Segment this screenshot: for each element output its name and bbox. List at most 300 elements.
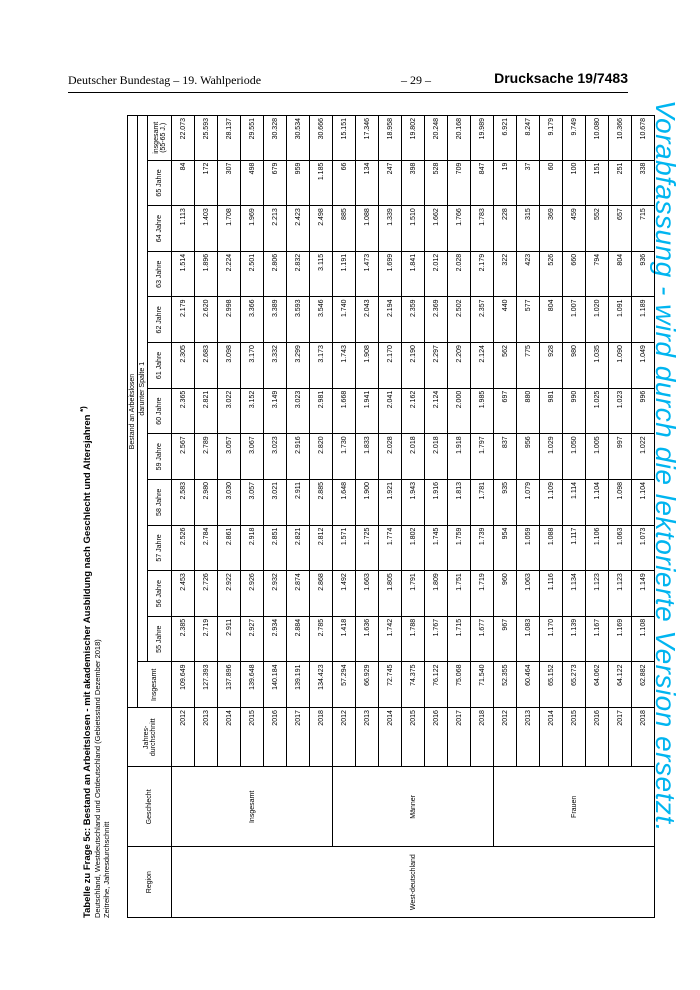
value-cell: 1.943 — [402, 480, 425, 526]
value-cell: 2.043 — [356, 297, 379, 343]
value-cell: 2.526 — [172, 525, 195, 571]
year-cell: 2017 — [287, 708, 310, 767]
value-cell: 2.453 — [172, 571, 195, 617]
value-cell: 3.152 — [241, 388, 264, 434]
value-cell: 2.124 — [425, 388, 448, 434]
value-cell: 2.041 — [379, 388, 402, 434]
value-cell: 251 — [609, 160, 632, 206]
value-cell: 2.501 — [241, 251, 264, 297]
value-cell: 1.896 — [195, 251, 218, 297]
value-cell: 956 — [517, 434, 540, 480]
doc-label: Drucksache 19/ — [494, 70, 597, 86]
value-cell: 30.328 — [264, 116, 287, 161]
value-cell: 1.007 — [563, 297, 586, 343]
value-cell: 1.149 — [632, 571, 655, 617]
value-cell: 1.035 — [586, 343, 609, 389]
value-cell: 1.841 — [402, 251, 425, 297]
value-cell: 804 — [540, 297, 563, 343]
value-cell: 3.023 — [287, 388, 310, 434]
value-cell: 1.134 — [563, 571, 586, 617]
year-cell: 2016 — [586, 708, 609, 767]
value-cell: 100 — [563, 160, 586, 206]
value-cell: 62.882 — [632, 662, 655, 708]
value-cell: 2.385 — [172, 616, 195, 662]
value-cell: 1.969 — [241, 206, 264, 252]
value-cell: 1.005 — [586, 434, 609, 480]
col-geschlecht: Geschlecht — [128, 767, 172, 847]
value-cell: 697 — [494, 388, 517, 434]
value-cell: 2.357 — [471, 297, 494, 343]
value-cell: 1.167 — [586, 616, 609, 662]
value-cell: 775 — [517, 343, 540, 389]
value-cell: 2.832 — [287, 251, 310, 297]
col-top: Bestand an Arbeitslosen — [128, 116, 138, 708]
col-age: 57 Jahre — [148, 525, 172, 571]
value-cell: 8.247 — [517, 116, 540, 161]
year-cell: 2015 — [402, 708, 425, 767]
value-cell: 64.062 — [586, 662, 609, 708]
value-cell: 1.802 — [402, 525, 425, 571]
value-cell: 440 — [494, 297, 517, 343]
value-cell: 76.122 — [425, 662, 448, 708]
value-cell: 15.151 — [333, 116, 356, 161]
value-cell: 2.932 — [264, 571, 287, 617]
page-number: – 29 – — [401, 73, 431, 87]
value-cell: 1.781 — [471, 480, 494, 526]
value-cell: 2.926 — [241, 571, 264, 617]
value-cell: 2.209 — [448, 343, 471, 389]
value-cell: 1.139 — [563, 616, 586, 662]
value-cell: 369 — [540, 206, 563, 252]
value-cell: 1.114 — [563, 480, 586, 526]
value-cell: 2.620 — [195, 297, 218, 343]
value-cell: 1.029 — [540, 434, 563, 480]
value-cell: 2.190 — [402, 343, 425, 389]
value-cell: 997 — [609, 434, 632, 480]
value-cell: 3.067 — [241, 434, 264, 480]
year-cell: 2013 — [517, 708, 540, 767]
year-cell: 2017 — [609, 708, 632, 767]
value-cell: 322 — [494, 251, 517, 297]
value-cell: 1.339 — [379, 206, 402, 252]
col-age: 63 Jahre — [148, 251, 172, 297]
value-cell: 9.179 — [540, 116, 563, 161]
value-cell: 936 — [632, 251, 655, 297]
value-cell: 1.663 — [356, 571, 379, 617]
value-cell: 1.088 — [540, 525, 563, 571]
value-cell: 1.091 — [609, 297, 632, 343]
table-body — [172, 116, 655, 918]
value-cell: 2.820 — [310, 434, 333, 480]
value-cell: 660 — [563, 251, 586, 297]
value-cell: 1.123 — [609, 571, 632, 617]
value-cell: 996 — [632, 388, 655, 434]
value-cell: 2.213 — [264, 206, 287, 252]
value-cell: 552 — [586, 206, 609, 252]
value-cell: 3.023 — [264, 434, 287, 480]
value-cell: 37 — [517, 160, 540, 206]
value-cell: 1.170 — [540, 616, 563, 662]
value-cell: 1.473 — [356, 251, 379, 297]
value-cell: 2.784 — [195, 525, 218, 571]
value-cell: 1.797 — [471, 434, 494, 480]
value-cell: 794 — [586, 251, 609, 297]
value-cell: 2.821 — [287, 525, 310, 571]
value-cell: 1.941 — [356, 388, 379, 434]
value-cell: 65.152 — [540, 662, 563, 708]
table-title-footnote: *) — [79, 406, 88, 412]
value-cell: 679 — [264, 160, 287, 206]
value-cell: 57.294 — [333, 662, 356, 708]
value-cell: 6.921 — [494, 116, 517, 161]
year-cell: 2016 — [264, 708, 287, 767]
value-cell: 1.833 — [356, 434, 379, 480]
value-cell: 1.059 — [517, 525, 540, 571]
value-cell: 960 — [494, 571, 517, 617]
value-cell: 1.791 — [402, 571, 425, 617]
value-cell: 1.185 — [310, 160, 333, 206]
year-cell: 2012 — [172, 708, 195, 767]
value-cell: 3.389 — [264, 297, 287, 343]
value-cell: 2.028 — [379, 434, 402, 480]
value-cell: 657 — [609, 206, 632, 252]
value-cell: 65.273 — [563, 662, 586, 708]
value-cell: 1.189 — [632, 297, 655, 343]
value-cell: 1.073 — [632, 525, 655, 571]
doc-number: 7483 — [596, 70, 628, 86]
value-cell: 1.908 — [356, 343, 379, 389]
value-cell: 1.169 — [609, 616, 632, 662]
value-cell: 2.502 — [448, 297, 471, 343]
value-cell: 2.821 — [195, 388, 218, 434]
value-cell: 1.079 — [517, 480, 540, 526]
value-cell: 2.785 — [310, 616, 333, 662]
value-cell: 1.098 — [609, 480, 632, 526]
value-cell: 2.498 — [310, 206, 333, 252]
value-cell: 1.492 — [333, 571, 356, 617]
year-cell: 2018 — [632, 708, 655, 767]
value-cell: 2.170 — [379, 343, 402, 389]
year-cell: 2016 — [425, 708, 448, 767]
value-cell: 1.106 — [586, 525, 609, 571]
value-cell: 10.366 — [609, 116, 632, 161]
value-cell: 1.813 — [448, 480, 471, 526]
value-cell: 139.191 — [287, 662, 310, 708]
col-age: 59 Jahre — [148, 434, 172, 480]
value-cell: 30.666 — [310, 116, 333, 161]
value-cell: 3.366 — [241, 297, 264, 343]
value-cell: 459 — [563, 206, 586, 252]
value-cell: 2.179 — [471, 251, 494, 297]
value-cell: 1.742 — [379, 616, 402, 662]
value-cell: 1.510 — [402, 206, 425, 252]
table-title-block — [79, 118, 111, 918]
col-age: 65 Jahre — [148, 160, 172, 206]
gender-cell: Frauen — [494, 767, 655, 847]
value-cell: 30.534 — [287, 116, 310, 161]
value-cell: 2.018 — [425, 434, 448, 480]
value-cell: 528 — [425, 160, 448, 206]
value-cell: 60.464 — [517, 662, 540, 708]
value-cell: 2.789 — [195, 434, 218, 480]
value-cell: 1.805 — [379, 571, 402, 617]
value-cell: 1.403 — [195, 206, 218, 252]
value-cell: 75.068 — [448, 662, 471, 708]
value-cell: 1.050 — [563, 434, 586, 480]
value-cell: 2.028 — [448, 251, 471, 297]
value-cell: 880 — [517, 388, 540, 434]
value-cell: 1.662 — [425, 206, 448, 252]
value-cell: 2.911 — [218, 616, 241, 662]
table-title-text: Tabelle zu Frage 5c: Bestand an Arbeitslosen - mit akademischer Ausbildung nach Geschlecht und Altersjahren — [82, 414, 94, 918]
value-cell: 2.719 — [195, 616, 218, 662]
value-cell: 3.593 — [287, 297, 310, 343]
value-cell: 109.649 — [172, 662, 195, 708]
value-cell: 3.098 — [218, 343, 241, 389]
value-cell: 1.725 — [356, 525, 379, 571]
value-cell: 1.648 — [333, 480, 356, 526]
value-cell: 1.916 — [425, 480, 448, 526]
value-cell: 1.020 — [586, 297, 609, 343]
value-cell: 2.726 — [195, 571, 218, 617]
col-age: 64 Jahre — [148, 206, 172, 252]
value-cell: 1.739 — [471, 525, 494, 571]
value-cell: 990 — [563, 388, 586, 434]
value-cell: 2.000 — [448, 388, 471, 434]
value-cell: 19.802 — [402, 116, 425, 161]
value-cell: 3.022 — [218, 388, 241, 434]
value-cell: 1.113 — [172, 206, 195, 252]
data-table — [127, 115, 655, 918]
value-cell: 2.998 — [218, 297, 241, 343]
value-cell: 2.922 — [218, 571, 241, 617]
value-cell: 2.305 — [172, 343, 195, 389]
value-cell: 19.989 — [471, 116, 494, 161]
value-cell: 2.012 — [425, 251, 448, 297]
value-cell: 140.184 — [264, 662, 287, 708]
year-cell: 2013 — [195, 708, 218, 767]
value-cell: 2.911 — [287, 480, 310, 526]
gender-cell: Männer — [333, 767, 494, 847]
value-cell: 17.346 — [356, 116, 379, 161]
year-cell: 2014 — [218, 708, 241, 767]
col-age: 60 Jahre — [148, 388, 172, 434]
value-cell: 1.109 — [540, 480, 563, 526]
value-cell: 526 — [540, 251, 563, 297]
year-cell: 2013 — [356, 708, 379, 767]
value-cell: 1.743 — [333, 343, 356, 389]
value-cell: 52.355 — [494, 662, 517, 708]
page-header — [68, 70, 628, 93]
rotated-table-area — [79, 115, 650, 918]
value-cell: 967 — [494, 616, 517, 662]
col-age: 56 Jahre — [148, 571, 172, 617]
value-cell: 709 — [448, 160, 471, 206]
value-cell: 1.918 — [448, 434, 471, 480]
value-cell: 1.740 — [333, 297, 356, 343]
value-cell: 423 — [517, 251, 540, 297]
value-cell: 2.224 — [218, 251, 241, 297]
year-cell: 2012 — [333, 708, 356, 767]
value-cell: 2.124 — [471, 343, 494, 389]
value-cell: 1.123 — [586, 571, 609, 617]
value-cell: 2.194 — [379, 297, 402, 343]
watermark: Vorabfassung - wird durch die lektorierte Version ersetzt. — [650, 100, 681, 832]
value-cell: 1.715 — [448, 616, 471, 662]
value-cell: 980 — [563, 343, 586, 389]
region-cell: West-deutschland — [172, 847, 655, 918]
value-cell: 3.021 — [264, 480, 287, 526]
table-row — [333, 116, 356, 918]
value-cell: 2.918 — [241, 525, 264, 571]
value-cell: 1.514 — [172, 251, 195, 297]
value-cell: 3.170 — [241, 343, 264, 389]
value-cell: 2.162 — [402, 388, 425, 434]
value-cell: 715 — [632, 206, 655, 252]
year-cell: 2015 — [563, 708, 586, 767]
value-cell: 1.088 — [356, 206, 379, 252]
year-cell: 2014 — [379, 708, 402, 767]
col-age: insgesamt (55-65 J.) — [148, 116, 172, 161]
value-cell: 1.063 — [517, 571, 540, 617]
table-subtitle-2: Zeitreihe, Jahresdurchschnitt — [102, 821, 112, 918]
value-cell: 959 — [287, 160, 310, 206]
value-cell: 1.049 — [632, 343, 655, 389]
value-cell: 228 — [494, 206, 517, 252]
value-cell: 1.025 — [586, 388, 609, 434]
table-subtitle-1: Deutschland, Westdeutschland und Ostdeutschland (Gebietsstand Dezember 2018) — [93, 639, 103, 918]
value-cell: 74.375 — [402, 662, 425, 708]
value-cell: 847 — [471, 160, 494, 206]
value-cell: 10.080 — [586, 116, 609, 161]
value-cell: 3.149 — [264, 388, 287, 434]
value-cell: 2.179 — [172, 297, 195, 343]
value-cell: 1.921 — [379, 480, 402, 526]
value-cell: 19 — [494, 160, 517, 206]
value-cell: 22.073 — [172, 116, 195, 161]
value-cell: 562 — [494, 343, 517, 389]
year-cell: 2018 — [471, 708, 494, 767]
value-cell: 338 — [632, 160, 655, 206]
value-cell: 1.668 — [333, 388, 356, 434]
value-cell: 1.767 — [425, 616, 448, 662]
table-row — [172, 116, 195, 918]
value-cell: 1.104 — [586, 480, 609, 526]
value-cell: 1.022 — [632, 434, 655, 480]
value-cell: 3.115 — [310, 251, 333, 297]
value-cell: 2.359 — [402, 297, 425, 343]
col-age: 58 Jahre — [148, 480, 172, 526]
value-cell: 1.745 — [425, 525, 448, 571]
value-cell: 1.783 — [471, 206, 494, 252]
value-cell: 1.063 — [609, 525, 632, 571]
value-cell: 1.900 — [356, 480, 379, 526]
value-cell: 3.057 — [241, 480, 264, 526]
value-cell: 498 — [241, 160, 264, 206]
value-cell: 3.030 — [218, 480, 241, 526]
value-cell: 3.173 — [310, 343, 333, 389]
value-cell: 1.699 — [379, 251, 402, 297]
value-cell: 1.719 — [471, 571, 494, 617]
value-cell: 20.168 — [448, 116, 471, 161]
value-cell: 2.297 — [425, 343, 448, 389]
value-cell: 1.191 — [333, 251, 356, 297]
table-row — [494, 116, 517, 918]
year-cell: 2018 — [310, 708, 333, 767]
col-age: 55 Jahre — [148, 616, 172, 662]
value-cell: 2.567 — [172, 434, 195, 480]
value-cell: 139.648 — [241, 662, 264, 708]
value-cell: 127.393 — [195, 662, 218, 708]
year-cell: 2012 — [494, 708, 517, 767]
value-cell: 28.137 — [218, 116, 241, 161]
value-cell: 151 — [586, 160, 609, 206]
value-cell: 1.677 — [471, 616, 494, 662]
value-cell: 247 — [379, 160, 402, 206]
value-cell: 2.365 — [172, 388, 195, 434]
table-title — [79, 118, 93, 918]
value-cell: 2.851 — [264, 525, 287, 571]
value-cell: 71.540 — [471, 662, 494, 708]
value-cell: 981 — [540, 388, 563, 434]
col-insgesamt: Insgesamt — [138, 662, 172, 708]
value-cell: 134 — [356, 160, 379, 206]
value-cell: 2.018 — [402, 434, 425, 480]
value-cell: 3.546 — [310, 297, 333, 343]
value-cell: 18.958 — [379, 116, 402, 161]
value-cell: 2.806 — [264, 251, 287, 297]
value-cell: 1.809 — [425, 571, 448, 617]
value-cell: 398 — [402, 160, 425, 206]
value-cell: 1.090 — [609, 343, 632, 389]
value-cell: 3.299 — [287, 343, 310, 389]
value-cell: 804 — [609, 251, 632, 297]
value-cell: 954 — [494, 525, 517, 571]
value-cell: 1.985 — [471, 388, 494, 434]
value-cell: 1.104 — [632, 480, 655, 526]
value-cell: 1.730 — [333, 434, 356, 480]
value-cell: 1.108 — [632, 616, 655, 662]
value-cell: 2.981 — [310, 388, 333, 434]
value-cell: 2.885 — [310, 480, 333, 526]
value-cell: 2.884 — [287, 616, 310, 662]
value-cell: 2.683 — [195, 343, 218, 389]
value-cell: 2.927 — [241, 616, 264, 662]
value-cell: 928 — [540, 343, 563, 389]
value-cell: 3.332 — [264, 343, 287, 389]
value-cell: 2.916 — [287, 434, 310, 480]
value-cell: 1.636 — [356, 616, 379, 662]
value-cell: 25.593 — [195, 116, 218, 161]
value-cell: 64.122 — [609, 662, 632, 708]
value-cell: 837 — [494, 434, 517, 480]
value-cell: 66.929 — [356, 662, 379, 708]
value-cell: 2.934 — [264, 616, 287, 662]
value-cell: 2.423 — [287, 206, 310, 252]
year-cell: 2017 — [448, 708, 471, 767]
value-cell: 1.023 — [609, 388, 632, 434]
value-cell: 1.708 — [218, 206, 241, 252]
value-cell: 137.896 — [218, 662, 241, 708]
value-cell: 66 — [333, 160, 356, 206]
value-cell: 1.571 — [333, 525, 356, 571]
drucksache-label — [494, 70, 628, 86]
value-cell: 2.812 — [310, 525, 333, 571]
value-cell: 1.117 — [563, 525, 586, 571]
col-jahr: Jahres-durchschnitt — [128, 708, 172, 767]
value-cell: 1.788 — [402, 616, 425, 662]
value-cell: 60 — [540, 160, 563, 206]
